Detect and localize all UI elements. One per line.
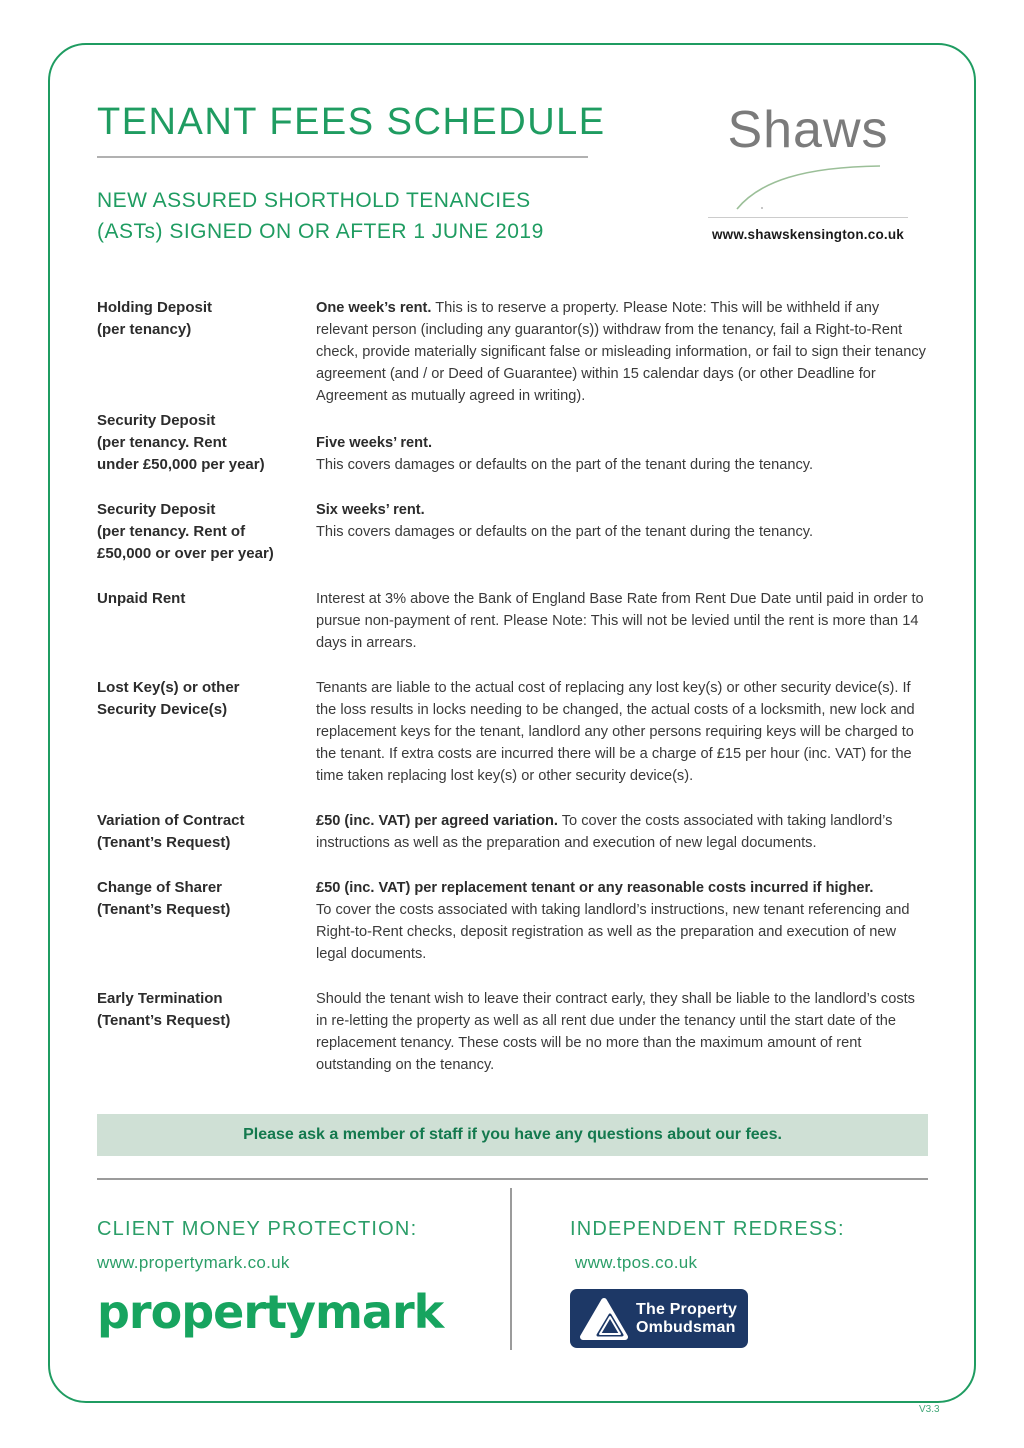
fee-row <box>97 810 928 854</box>
fees-table <box>97 297 928 1076</box>
tpo-logo-line-2: Ombudsman <box>636 1318 736 1336</box>
fee-amount: £50 (inc. VAT) per replacement tenant or any reasonable costs incurred if higher. <box>316 880 874 896</box>
fee-term: Unpaid Rent <box>97 590 186 607</box>
logo-divider <box>708 217 908 218</box>
brand-website: www.shawskensington.co.uk <box>711 227 905 242</box>
title-block <box>97 101 606 247</box>
tpo-logo-text <box>636 1301 737 1337</box>
fee-description: Five weeks’ rent. This covers damages or defaults on the part of the tenant during the tenancy. <box>316 435 814 473</box>
page-subtitle <box>97 185 606 247</box>
fee-amount: Six weeks’ rent. <box>316 502 425 518</box>
propertymark-url: www.propertymark.co.uk <box>97 1253 290 1272</box>
fee-description: Tenants are liable to the actual cost of replacing any lost key(s) or other security device(s). If the loss results in locks needing to be changed, the actual costs of a locksmith, new lock and replacement keys for the tenant, landlord any other persons requiring keys will be charged to the tenant. If extra costs are incurred there will be a charge of £15 per hour (inc. VAT) for the time taken replacing lost key(s) or other security device(s). <box>316 680 915 784</box>
shaws-logo-text: Shaws <box>727 101 889 159</box>
shaws-swoosh-icon <box>732 159 884 211</box>
document-border <box>48 43 976 1403</box>
fee-row <box>97 499 928 565</box>
document-content <box>50 45 974 1350</box>
fee-amount: One week’s rent. <box>316 300 432 316</box>
fee-row <box>97 677 928 787</box>
fee-term: Security Deposit (per tenancy. Rent under £50,000 per year) <box>97 412 265 473</box>
property-ombudsman-logo <box>570 1289 748 1348</box>
fee-amount: £50 (inc. VAT) per agreed variation. <box>316 813 558 829</box>
fee-row <box>97 877 928 965</box>
tpos-url: www.tpos.co.uk <box>575 1253 698 1272</box>
footer-divider <box>97 1178 928 1180</box>
title-divider <box>97 156 588 158</box>
fee-term: Lost Key(s) or other Security Device(s) <box>97 679 240 718</box>
document-header <box>97 101 928 247</box>
fee-row <box>97 297 928 407</box>
fee-amount: Five weeks’ rent. <box>316 435 433 451</box>
fee-description: £50 (inc. VAT) per replacement tenant or any reasonable costs incurred if higher. To cover the costs associated with taking landlord’s instructions, new tenant referencing and Right-to-Rent checks, deposit registration as well as the preparation and execution of new legal documents. <box>316 880 910 962</box>
fee-description: Six weeks’ rent. This covers damages or defaults on the part of the tenant during the tenancy. <box>316 502 814 540</box>
fee-description: One week’s rent. This is to reserve a property. Please Note: This will be withheld if any relevant person (including any guarantor(s)) withdraw from the tenancy, fail a Right-to-Rent check, provide materially significant false or misleading information, or fail to sign their tenancy agreement (and / or Deed of Guarantee) within 15 calendar days (or other Deadline for Agreement as mutually agreed in writing). <box>316 300 926 404</box>
fee-row <box>97 588 928 654</box>
fee-term: Change of Sharer (Tenant’s Request) <box>97 879 231 918</box>
propertymark-logo: propertymark <box>97 1285 444 1339</box>
fee-description: Should the tenant wish to leave their contract early, they shall be liable to the landlord’s costs in re-letting the property as well as all rent due under the tenancy until the start date of the replacement tenancy. These costs will be no more than the maximum amount of rent outstanding on the tenancy. <box>316 991 915 1073</box>
independent-redress-section <box>512 1188 928 1350</box>
fee-row <box>97 988 928 1076</box>
fee-term: Holding Deposit (per tenancy) <box>97 299 212 338</box>
subtitle-line-2: (ASTs) SIGNED ON OR AFTER 1 JUNE 2019 <box>97 220 544 243</box>
fee-term: Security Deposit (per tenancy. Rent of £50,000 or over per year) <box>97 501 274 562</box>
independent-redress-heading: INDEPENDENT REDRESS: <box>570 1218 845 1240</box>
banner-text: Please ask a member of staff if you have any questions about our fees. <box>243 1126 782 1143</box>
version-label: V3.3 <box>919 1404 940 1415</box>
document-footer <box>97 1188 928 1350</box>
fee-description: £50 (inc. VAT) per agreed variation. To cover the costs associated with taking landlord’s instructions as well as the preparation and execution of new legal documents. <box>316 813 893 851</box>
page-title: TENANT FEES SCHEDULE <box>97 101 606 143</box>
client-money-protection-section <box>97 1188 512 1350</box>
subtitle-line-1: NEW ASSURED SHORTHOLD TENANCIES <box>97 189 531 212</box>
shaws-logo <box>708 101 908 242</box>
fee-row <box>97 410 928 476</box>
tpo-logo-line-1: The Property <box>636 1300 738 1318</box>
fees-question-banner <box>97 1114 928 1156</box>
tpo-mountain-icon <box>579 1297 629 1341</box>
fee-term: Early Termination (Tenant’s Request) <box>97 990 231 1029</box>
fee-term: Variation of Contract (Tenant’s Request) <box>97 812 245 851</box>
fee-description: Interest at 3% above the Bank of England Base Rate from Rent Due Date until paid in order to pursue non-payment of rent. Please Note: This will not be levied until the rent is more than 14 days in arrears. <box>316 591 924 651</box>
client-money-protection-heading: CLIENT MONEY PROTECTION: <box>97 1218 418 1240</box>
